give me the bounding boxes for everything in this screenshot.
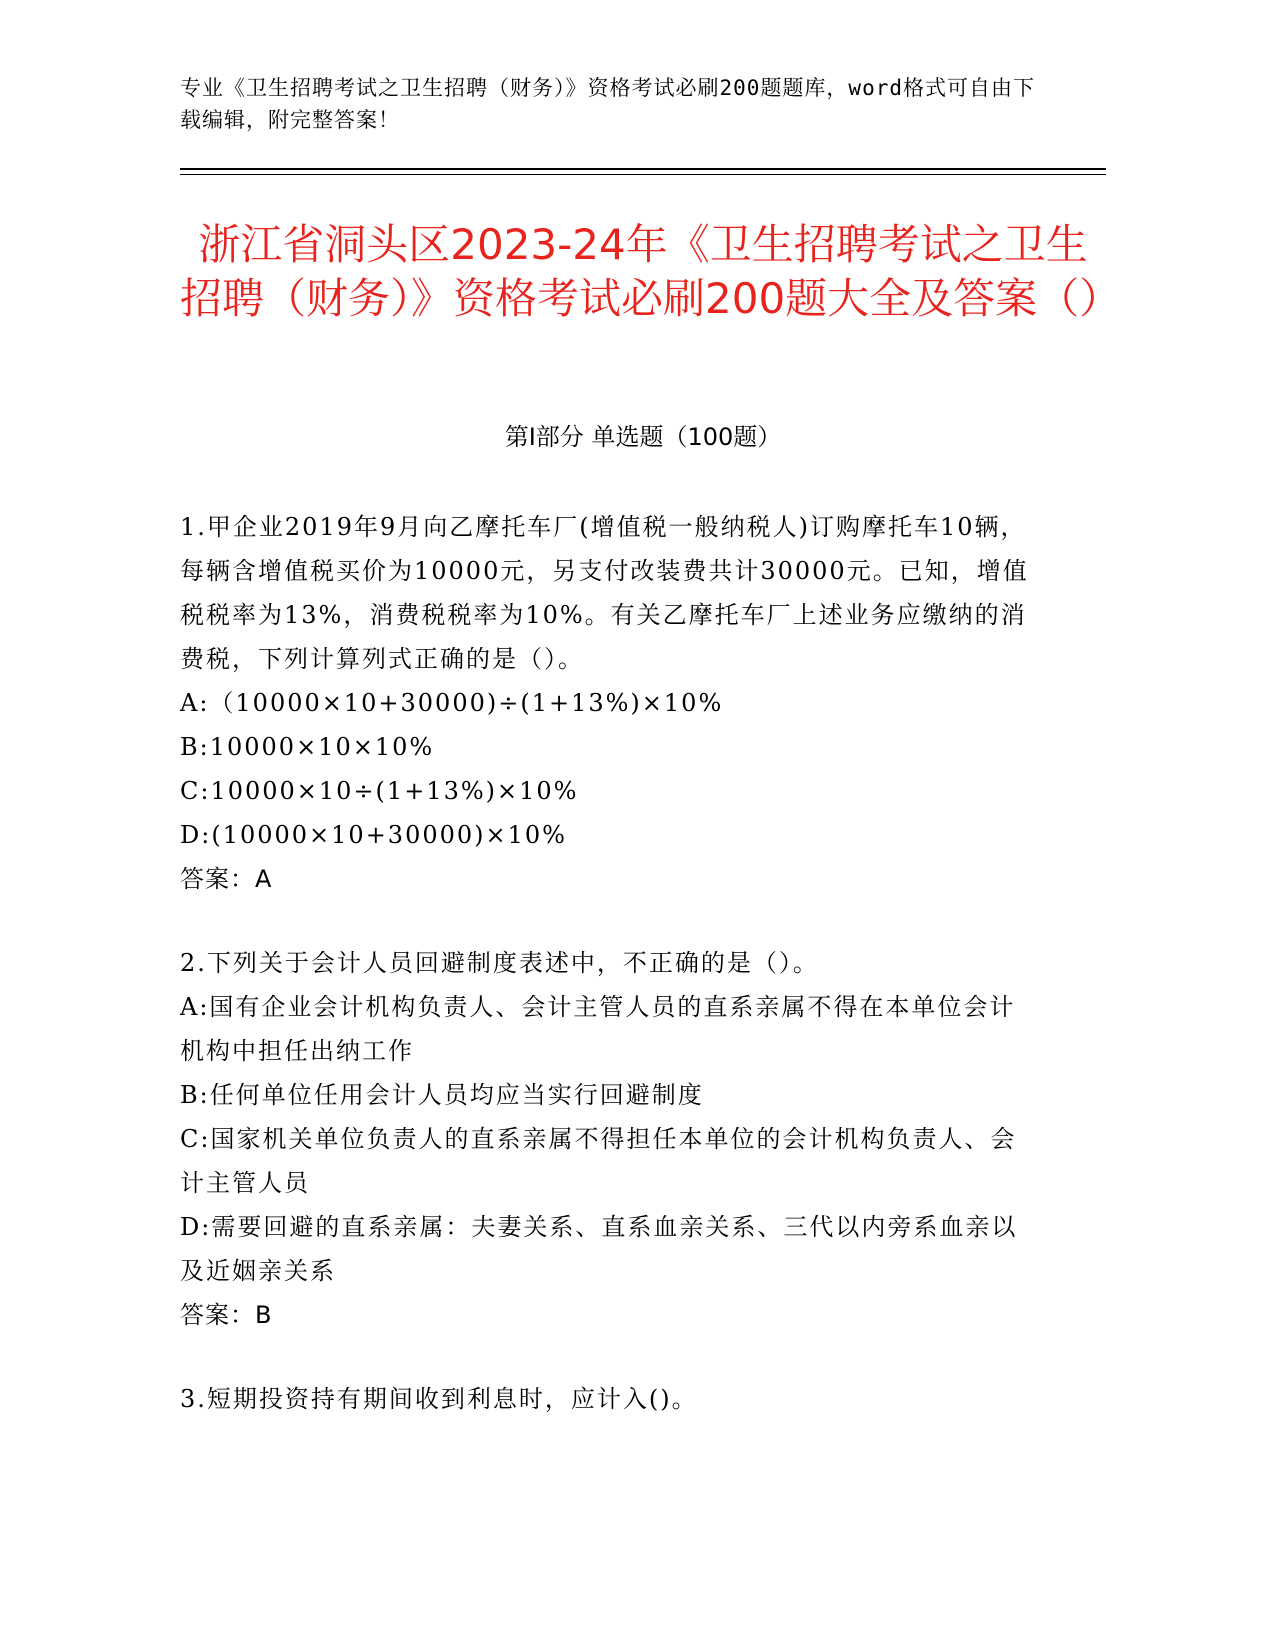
header-note: 专业《卫生招聘考试之卫生招聘（财务）》资格考试必刷200题题库，word格式可自由下载编辑，附完整答案！ (180, 76, 1035, 132)
question-stem: 1.甲企业2019年9月向乙摩托车厂(增值税一般纳税人)订购摩托车10辆，每辆含增值税买价为10000元，另支付改装费共计30000元。已知，增值税税率为13%，消费税税率为10%。有关乙摩托车厂上述业务应缴纳的消费税，下列计算列式正确的是（）。 (180, 513, 1029, 673)
question-2 (180, 941, 1040, 1337)
question-3 (180, 1377, 1040, 1421)
option-d: D:需要回避的直系亲属：夫妻关系、直系血亲关系、三代以内旁系血亲以及近姻亲关系 (180, 1213, 1018, 1285)
header-divider-thick (180, 168, 1106, 170)
question-stem: 3.短期投资持有期间收到利息时，应计入()。 (180, 1385, 698, 1413)
answer-label: 答案：B (180, 1301, 273, 1329)
question-list (180, 505, 1040, 1461)
option-c: C:10000×10÷(1+13%)×10% (180, 777, 579, 805)
document-title: 浙江省洞头区2023-24年《卫生招聘考试之卫生招聘（财务）》资格考试必刷200题大全及答案（） (180, 220, 1122, 323)
header-divider-thin (180, 174, 1106, 175)
option-a: A:国有企业会计机构负责人、会计主管人员的直系亲属不得在本单位会计机构中担任出纳工作 (180, 993, 1016, 1065)
answer-label: 答案：A (180, 865, 273, 893)
question-stem: 2.下列关于会计人员回避制度表述中，不正确的是（）。 (180, 949, 819, 977)
option-a: A:（10000×10+30000)÷(1+13%)×10% (180, 689, 724, 717)
option-d: D:(10000×10+30000)×10% (180, 821, 567, 849)
option-c: C:国家机关单位负责人的直系亲属不得担任本单位的会计机构负责人、会计主管人员 (180, 1125, 1017, 1197)
section-title: 第I部分 单选题（100题） (504, 423, 782, 451)
option-b: B:任何单位任用会计人员均应当实行回避制度 (180, 1081, 704, 1109)
option-b: B:10000×10×10% (180, 733, 435, 761)
question-1 (180, 505, 1040, 901)
